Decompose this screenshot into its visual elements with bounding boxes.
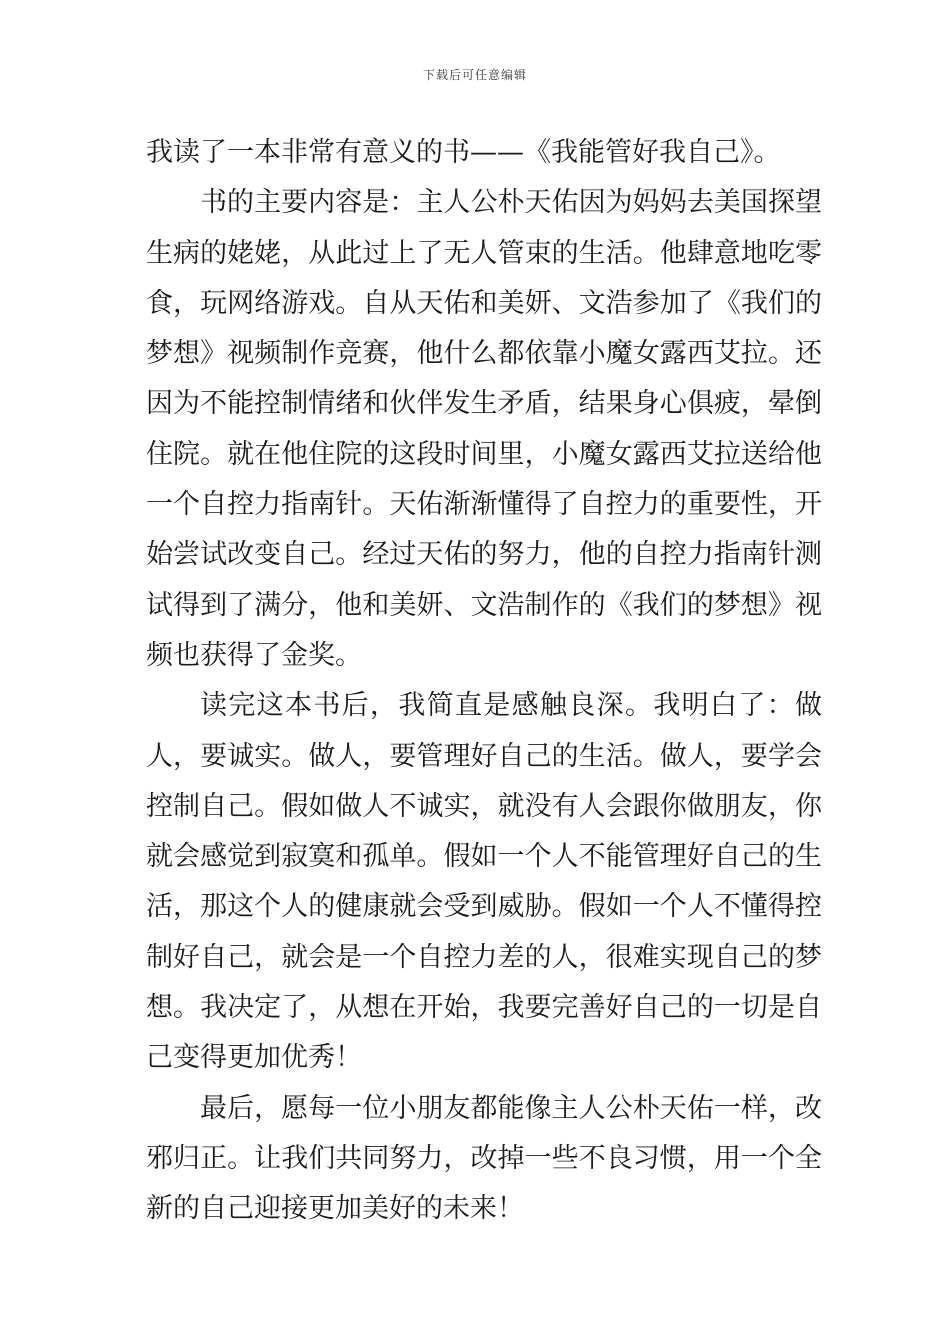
header-note: 下载后可任意编辑: [422, 68, 527, 82]
paragraph-summary: 书的主要内容是：主人公朴天佑因为妈妈去美国探望生病的姥姥，从此过上了无人管束的生活。他肆意地吃零食，玩网络游戏。自从天佑和美妍、文浩参加了《我们的梦想》视频制作竞赛，他什么都依靠小魔女露西艾拉。还因为不能控制情绪和伙伴发生矛盾，结果身心俱疲，晕倒住院。就在他住院的这段时间里，小魔女露西艾拉送给他一个自控力指南针。天佑渐渐懂得了自控力的重要性，开始尝试改变自己。经过天佑的努力，他的自控力指南针测试得到了满分，他和美妍、文浩制作的《我们的梦想》视频也获得了金奖。: [146, 187, 822, 671]
document-body: [146, 128, 822, 1235]
paragraph-conclusion: 最后，愿每一位小朋友都能像主人公朴天佑一样，改邪归正。让我们共同努力，改掉一些不良习惯，用一个全新的自己迎接更加美好的未来！: [146, 1092, 822, 1225]
paragraph-reflection: 读完这本书后，我简直是感触良深。我明白了：做人，要诚实。做人，要管理好自己的生活。做人，要学会控制自己。假如做人不诚实，就没有人会跟你做朋友，你就会感觉到寂寞和孤单。假如一个人不能管理好自己的生活，那这个人的健康就会受到威胁。假如一个人不懂得控制好自己，就会是一个自控力差的人，很难实现自己的梦想。我决定了，从想在开始，我要完善好自己的一切是自己变得更加优秀！: [146, 690, 822, 1074]
paragraph-intro: 我读了一本非常有意义的书——《我能管好我自己》。: [146, 137, 781, 168]
